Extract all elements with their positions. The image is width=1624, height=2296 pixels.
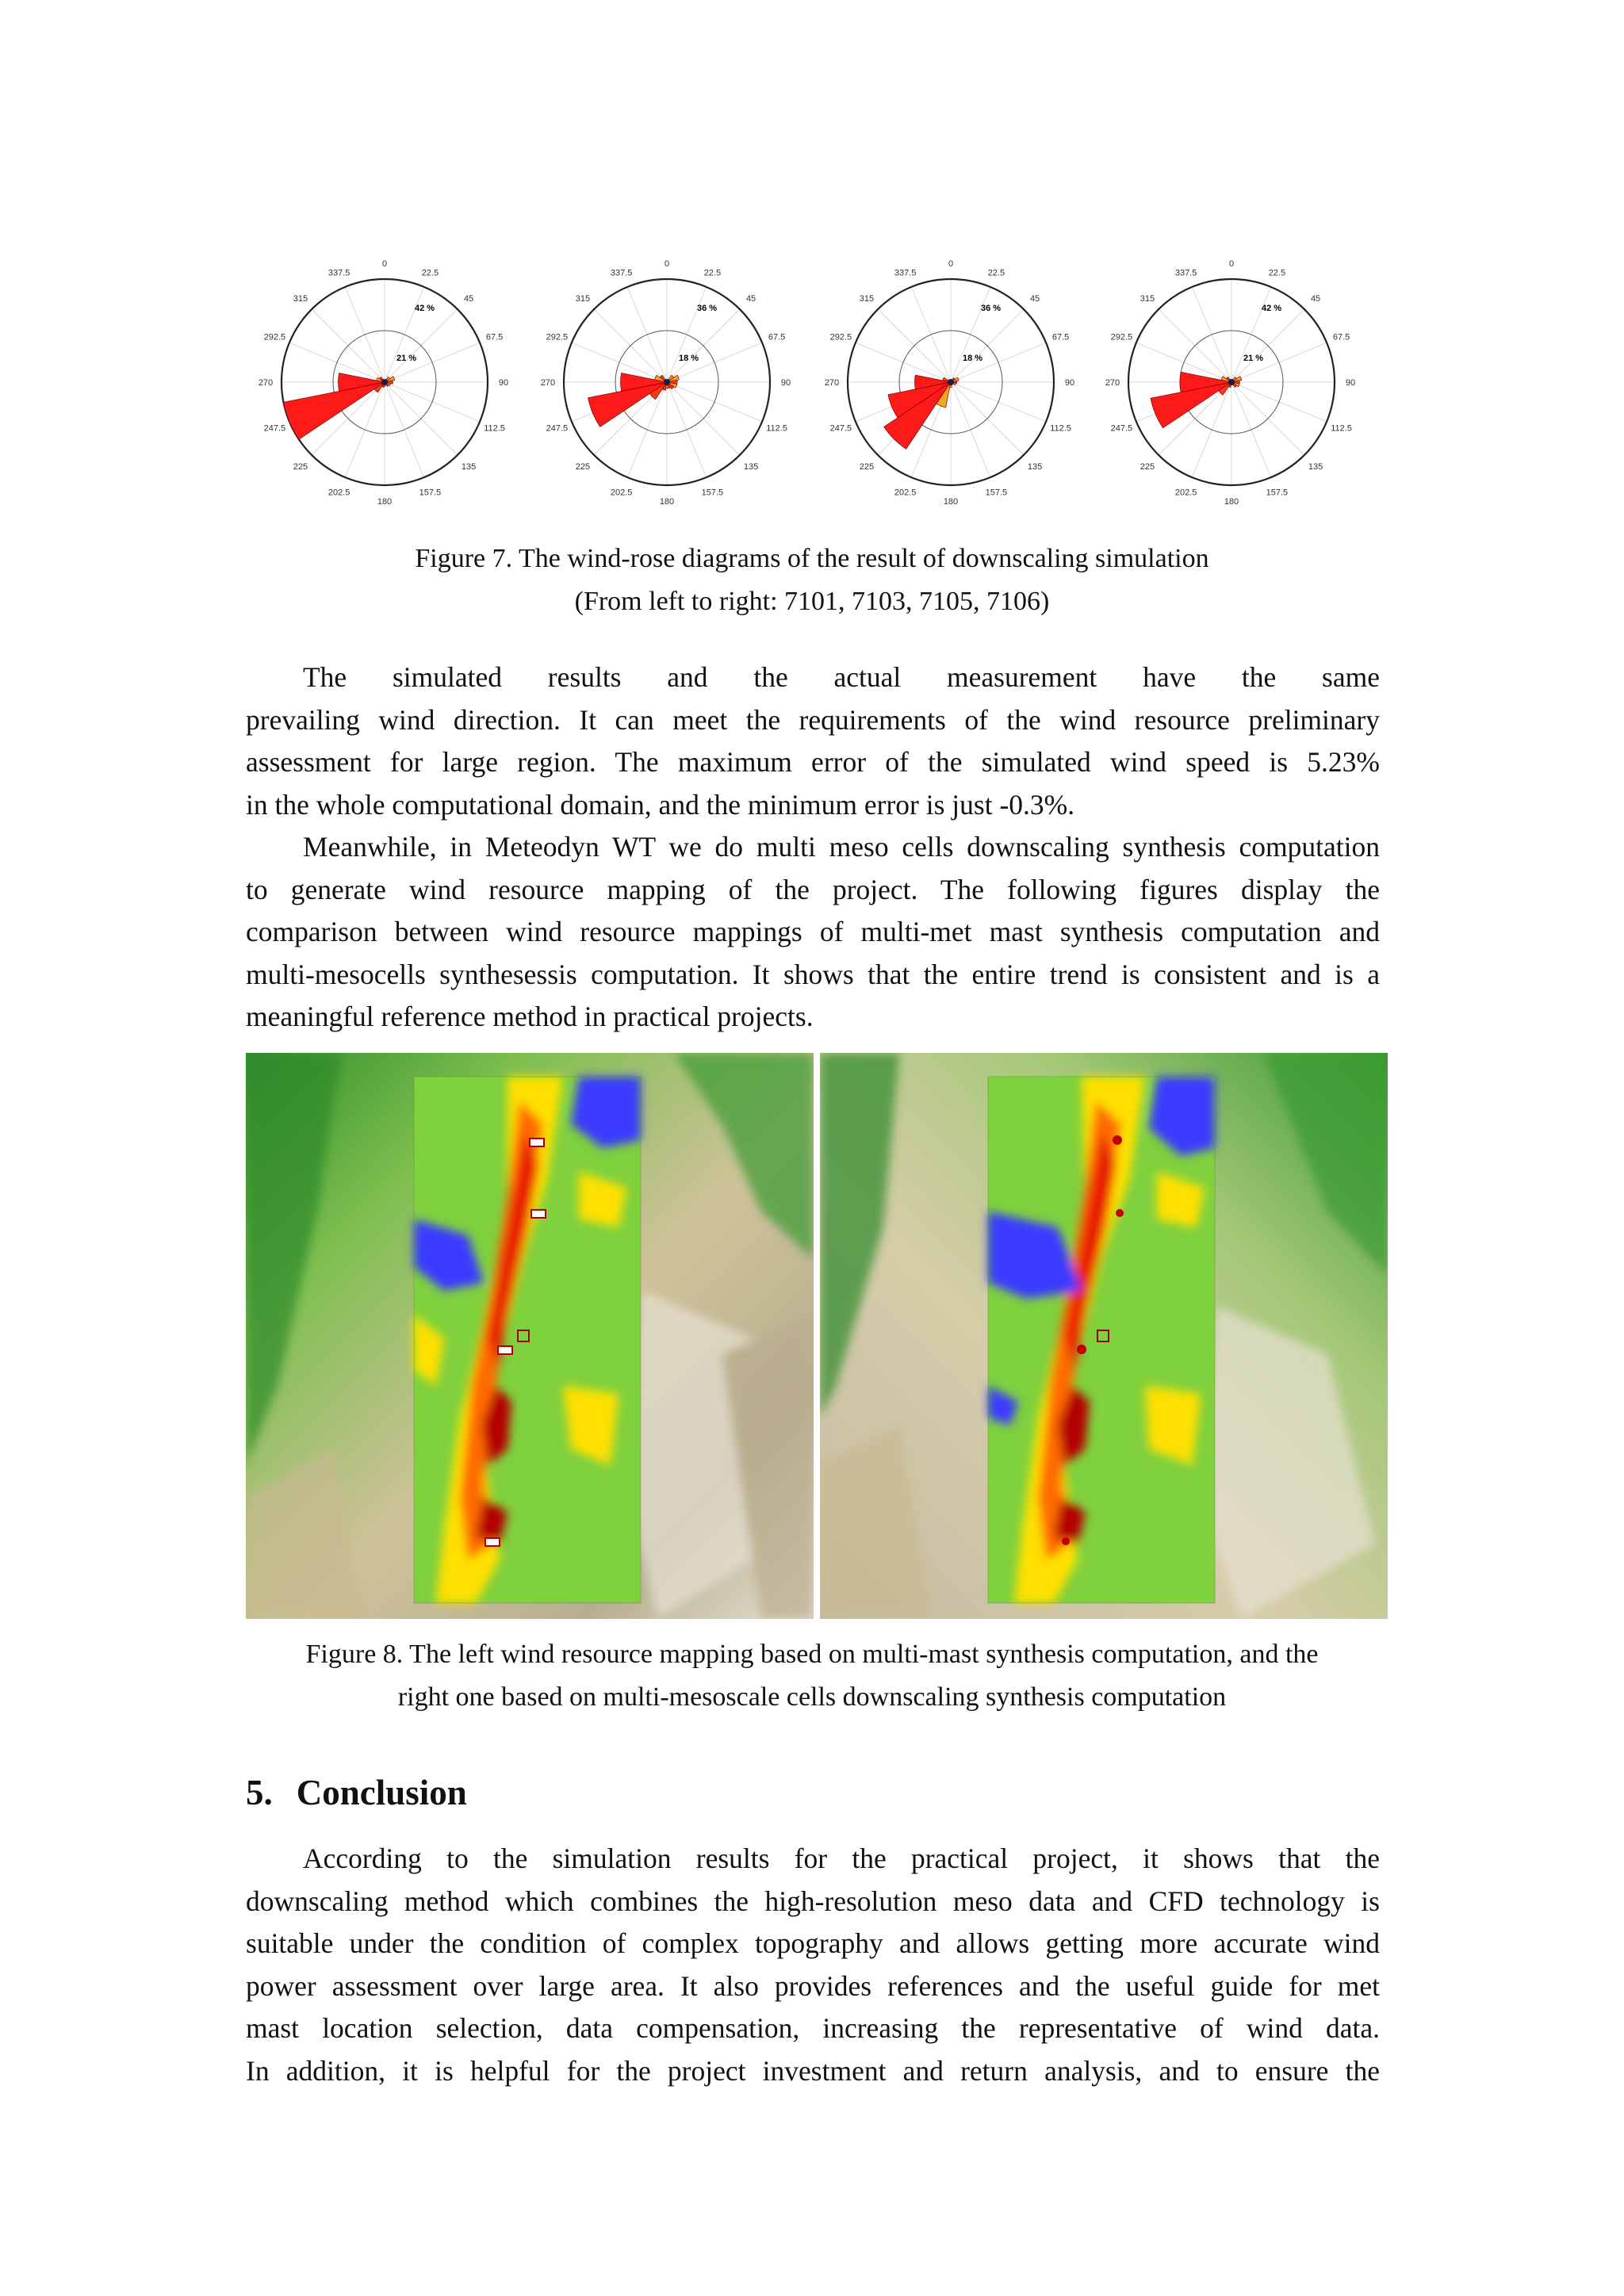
text-line: to generate wind resource mapping of the project. The following figures display the [246, 873, 1380, 905]
rose-direction-label: 225 [859, 462, 875, 473]
figure7-caption-line2: (From left to right: 7101, 7103, 7105, 7106) [574, 587, 1050, 616]
text-line: meaningful reference method in practical projects. [246, 1001, 814, 1032]
rose-ring-inner-label: 21 % [396, 354, 417, 363]
section-number: 5. [246, 1773, 273, 1812]
rose-direction-label: 0 [381, 259, 388, 269]
rose-direction-label: 112.5 [484, 423, 505, 434]
text-line: According to the simulation results for the practical project, it shows that the [303, 1843, 1380, 1874]
text-line: downscaling method which combines the high-resolution meso data and CFD technology is [246, 1885, 1380, 1917]
text-line: power assessment over large area. It also provides references and the useful guide for met [246, 1969, 1380, 2002]
rose-direction-label: 270 [540, 378, 556, 388]
rose-direction-label: 22.5 [703, 268, 722, 278]
rose-direction-label: 315 [293, 293, 308, 304]
figure8-caption-line2: right one based on multi-mesoscale cells downscaling synthesis computation [397, 1682, 1227, 1712]
figure8-caption-line1: Figure 8. The left wind resource mapping based on multi-mast synthesis computation, and the [305, 1640, 1319, 1669]
rose-direction-label: 90 [1345, 378, 1356, 388]
rose-center [1228, 379, 1235, 385]
wind-map-left [246, 1053, 814, 1619]
rose-direction-label: 67.5 [768, 332, 786, 342]
rose-direction-label: 45 [463, 293, 474, 304]
rose-direction-label: 292.5 [546, 332, 569, 342]
rose-direction-label: 247.5 [546, 423, 569, 434]
rose-direction-label: 45 [745, 293, 756, 304]
rose-direction-label: 337.5 [327, 268, 350, 278]
rose-ring-outer-label: 42 % [415, 304, 435, 313]
rose-center [381, 379, 388, 385]
text-line: in the whole computational domain, and the minimum error is just -0.3%. [246, 788, 1075, 821]
rose-direction-label: 202.5 [610, 488, 633, 498]
rose-direction-label: 315 [1139, 293, 1155, 304]
rose-direction-label: 315 [859, 293, 875, 304]
rose-direction-label: 0 [948, 259, 954, 269]
rose-direction-label: 135 [1027, 462, 1043, 473]
rose-direction-label: 292.5 [1110, 332, 1133, 342]
rose-direction-label: 292.5 [263, 332, 286, 342]
rose-direction-label: 270 [1105, 378, 1120, 388]
text-line: assessment for large region. The maximum error of the simulated wind speed is 5.23% [246, 746, 1380, 778]
rose-direction-label: 202.5 [894, 488, 917, 498]
rose-direction-label: 112.5 [1050, 423, 1071, 434]
rose-direction-label: 225 [575, 462, 591, 473]
rose-direction-label: 225 [293, 462, 308, 473]
wind-rose-7106 [1093, 254, 1370, 531]
rose-direction-label: 180 [1224, 497, 1239, 507]
paragraph-results [246, 656, 1380, 826]
rose-direction-label: 90 [1064, 378, 1075, 388]
wind-rose-7105 [812, 254, 1090, 531]
text-line: prevailing wind direction. It can meet the requirements of the wind resource preliminary [246, 703, 1380, 736]
text-line: Meanwhile, in Meteodyn WT we do multi meso cells downscaling synthesis computation [303, 831, 1380, 863]
rose-direction-label: 337.5 [610, 268, 633, 278]
rose-direction-label: 180 [943, 497, 959, 507]
text-line: suitable under the condition of complex topography and allows getting more accurate wind [246, 1927, 1380, 1959]
wind-map-right [820, 1053, 1388, 1619]
wind-rose-7101 [246, 254, 523, 531]
rose-direction-label: 0 [1228, 259, 1235, 269]
rose-direction-label: 157.5 [419, 488, 442, 498]
rose-direction-label: 112.5 [766, 423, 787, 434]
rose-direction-label: 67.5 [1051, 332, 1070, 342]
wind-rose-7103 [528, 254, 806, 531]
rose-direction-label: 225 [1139, 462, 1155, 473]
text-line: mast location selection, data compensation, increasing the representative of wind data. [246, 2012, 1380, 2044]
rose-direction-label: 180 [377, 497, 393, 507]
text-line: In addition, it is helpful for the project investment and return analysis, and to ensure the [246, 2054, 1380, 2087]
rose-direction-label: 0 [664, 259, 670, 269]
rose-direction-label: 67.5 [1332, 332, 1350, 342]
rose-direction-label: 45 [1310, 293, 1321, 304]
rose-direction-label: 270 [824, 378, 840, 388]
rose-direction-label: 157.5 [701, 488, 724, 498]
rose-direction-label: 22.5 [1268, 268, 1286, 278]
rose-direction-label: 315 [575, 293, 591, 304]
rose-direction-label: 90 [498, 378, 509, 388]
rose-direction-label: 202.5 [327, 488, 350, 498]
rose-center [664, 379, 670, 385]
rose-center [948, 379, 954, 385]
figure7-caption-line1: Figure 7. The wind-rose diagrams of the result of downscaling simulation [415, 544, 1209, 573]
rose-direction-label: 135 [461, 462, 477, 473]
paragraph-conclusion [246, 1838, 1380, 2092]
section-heading [246, 1772, 467, 1813]
rose-ring-inner-label: 18 % [963, 354, 983, 363]
rose-ring-inner-label: 18 % [679, 354, 699, 363]
rose-direction-label: 157.5 [985, 488, 1008, 498]
rose-direction-label: 22.5 [987, 268, 1005, 278]
rose-direction-label: 135 [743, 462, 759, 473]
text-line: comparison between wind resource mappings of multi-met mast synthesis computation and [246, 916, 1380, 947]
rose-direction-label: 247.5 [829, 423, 852, 434]
paragraph-meteodyn [246, 826, 1380, 1039]
text-line: The simulated results and the actual measurement have the same [303, 661, 1380, 693]
rose-direction-label: 22.5 [421, 268, 439, 278]
rose-direction-label: 112.5 [1331, 423, 1352, 434]
rose-ring-outer-label: 36 % [981, 304, 1002, 313]
rose-direction-label: 180 [659, 497, 675, 507]
rose-direction-label: 247.5 [1110, 423, 1133, 434]
rose-direction-label: 337.5 [894, 268, 917, 278]
rose-direction-label: 337.5 [1174, 268, 1197, 278]
rose-direction-label: 135 [1308, 462, 1323, 473]
rose-ring-outer-label: 42 % [1262, 304, 1282, 313]
rose-direction-label: 45 [1029, 293, 1040, 304]
rose-direction-label: 67.5 [485, 332, 504, 342]
rose-ring-inner-label: 21 % [1243, 354, 1264, 363]
section-title: Conclusion [296, 1773, 467, 1812]
rose-direction-label: 157.5 [1266, 488, 1289, 498]
rose-direction-label: 270 [258, 378, 274, 388]
rose-ring-outer-label: 36 % [697, 304, 718, 313]
rose-direction-label: 292.5 [829, 332, 852, 342]
rose-direction-label: 90 [780, 378, 791, 388]
rose-direction-label: 202.5 [1174, 488, 1197, 498]
text-line: multi-mesocells synthesessis computation. It shows that the entire trend is consistent and is a [246, 958, 1380, 990]
rose-direction-label: 247.5 [263, 423, 286, 434]
